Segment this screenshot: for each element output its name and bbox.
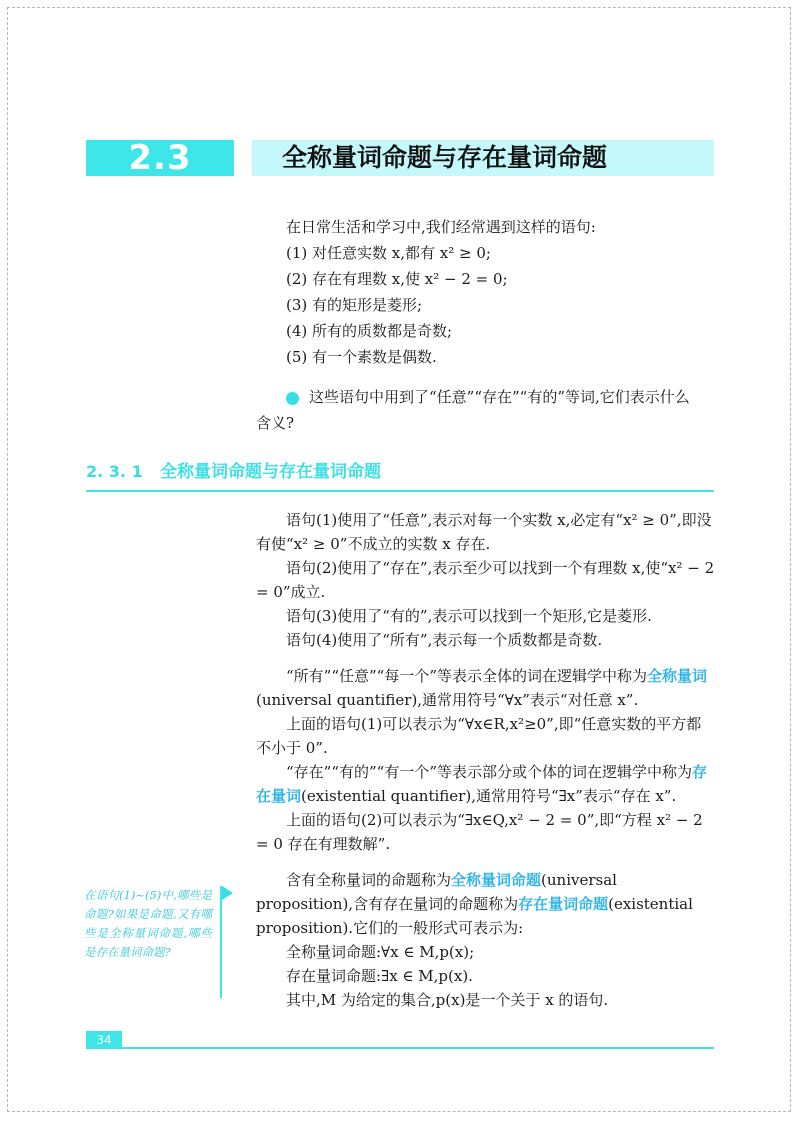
intro-question xyxy=(256,384,716,410)
section-title-box xyxy=(252,140,714,176)
side-note xyxy=(84,886,222,998)
side-note-arrow-icon xyxy=(222,886,233,900)
keyword-existential-proposition: 存在量词命题 xyxy=(518,895,609,913)
intro-item-5: (5) 有一个素数是偶数. xyxy=(286,348,437,366)
body-para-6: 上面的语句(1)可以表示为“∀x∈R,x²≥0”,即“任意实数的平方都不小于 0”. xyxy=(256,715,702,757)
body-para-10: 其中,M 为给定的集合,p(x)是一个关于 x 的语句. xyxy=(286,991,609,1009)
page-number: 34 xyxy=(86,1031,122,1049)
intro-question-line1: 这些语句中用到了“任意”“存在”“有的”等词,它们表示什么 xyxy=(309,388,690,406)
intro-item-1: (1) 对任意实数 x,都有 x² ≥ 0; xyxy=(286,244,491,262)
body-para-9-b: (universal proposition),含有存在量词的命题称为 xyxy=(256,871,617,913)
intro-block xyxy=(256,214,716,436)
subsection-heading xyxy=(86,458,714,492)
body-para-7-a: “存在”“有的”“有一个”等表示部分或个体的词在逻辑学中称为 xyxy=(286,763,693,781)
subsection-number: 2. 3. 1 xyxy=(86,462,143,481)
intro-item-3: (3) 有的矩形是菱形; xyxy=(286,296,423,314)
section-title: 全称量词命题与存在量词命题 xyxy=(282,143,608,172)
subsection-title: 全称量词命题与存在量词命题 xyxy=(160,462,381,482)
general-form-universal: 全称量词命题:∀x ∈ M,p(x); xyxy=(286,943,475,961)
intro-question-line2: 含义? xyxy=(256,414,295,432)
section-title-band xyxy=(86,140,714,176)
intro-item-4: (4) 所有的质数都是奇数; xyxy=(286,322,453,340)
body-para-7-b: (existential quantifier),通常用符号“∃x”表示“存在 x”. xyxy=(301,787,677,805)
intro-lead: 在日常生活和学习中,我们经常遇到这样的语句: xyxy=(286,218,596,236)
body-para-2: 语句(2)使用了“存在”,表示至少可以找到一个有理数 x,使“x² − 2 = 0”成立. xyxy=(256,559,715,601)
question-dot-icon xyxy=(286,392,299,405)
body-para-8: 上面的语句(2)可以表示为“∃x∈Q,x² − 2 = 0”,即“方程 x² − 2 = 0 存在有理数解”. xyxy=(256,811,703,853)
intro-item-2: (2) 存在有理数 x,使 x² − 2 = 0; xyxy=(286,270,508,288)
keyword-universal-quantifier: 全称量词 xyxy=(647,667,708,685)
body-para-1: 语句(1)使用了“任意”,表示对每一个实数 x,必定有“x² ≥ 0”,即没有使“x² ≥ 0”不成立的实数 x 存在. xyxy=(256,511,712,553)
body-para-5-a: “所有”“任意”“每一个”等表示全体的词在逻辑学中称为 xyxy=(286,667,648,685)
body-para-7 xyxy=(256,760,716,808)
side-note-text: 在语句(1)~(5)中,哪些是命题?如果是命题,又有哪些是全称量词命题,哪些是存在量词命题? xyxy=(84,888,212,959)
keyword-universal-proposition: 全称量词命题 xyxy=(451,871,542,889)
body-para-9-c: (existential proposition).它们的一般形式可表示为: xyxy=(256,895,693,937)
general-form-existential: 存在量词命题:∃x ∈ M,p(x). xyxy=(286,967,473,985)
body-para-9 xyxy=(256,868,716,940)
body-para-9-a: 含有全称量词的命题称为 xyxy=(286,871,452,889)
footer-rule xyxy=(86,1047,714,1049)
body-block xyxy=(256,508,716,1012)
body-para-4: 语句(4)使用了“所有”,表示每一个质数都是奇数. xyxy=(286,631,603,649)
keyword-existential-quantifier: 存在量词 xyxy=(256,763,708,805)
body-para-5-b: (universal quantifier),通常用符号“∀x”表示“对任意 x”. xyxy=(256,691,639,709)
section-number: 2.3 xyxy=(86,140,234,176)
body-para-5 xyxy=(256,664,716,712)
body-para-3: 语句(3)使用了“有的”,表示可以找到一个矩形,它是菱形. xyxy=(286,607,652,625)
